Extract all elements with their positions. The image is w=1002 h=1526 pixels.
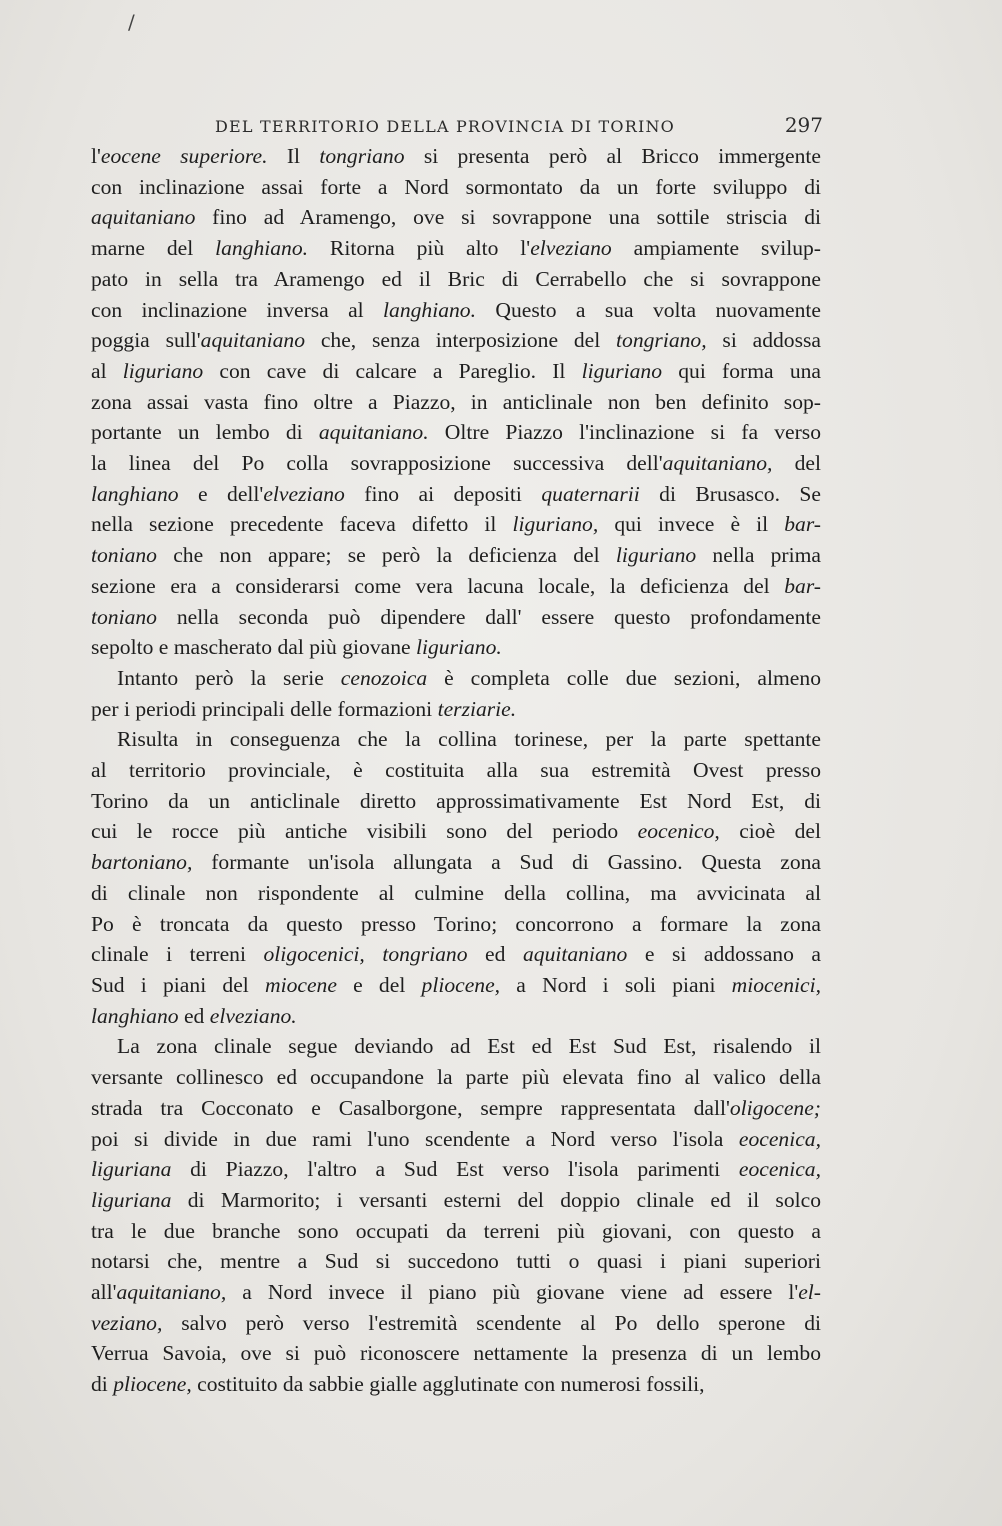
page-number: 297 [784, 113, 823, 137]
text-run: cui le rocce più antiche visibili sono del periodo [91, 819, 638, 844]
italic-term: aquitaniano, [116, 1280, 227, 1305]
italic-term: eocene superiore. [100, 144, 268, 168]
text-run: Oltre Piazzo l'inclinazione si fa verso [428, 420, 821, 445]
text-line [91, 172, 821, 203]
text-run: con inclinazione inversa al [91, 297, 384, 322]
text-run: nella sezione precedente faceva difetto il [91, 512, 513, 537]
italic-term: toniano [91, 543, 157, 568]
text-run: versante collinesco ed occupandone la parte più elevata fino al valico della [91, 1065, 821, 1090]
text-run: portante un lembo di [91, 420, 319, 445]
paragraph [91, 724, 821, 1031]
text-run: Il [267, 144, 320, 168]
italic-term: toniano [91, 604, 157, 629]
italic-term: liguriana [91, 1187, 172, 1212]
text-line [91, 1093, 821, 1124]
italic-term: pliocene, [421, 972, 501, 997]
text-line [91, 1369, 821, 1400]
text-run: Intanto però la serie [117, 665, 341, 690]
text-run: di [91, 1372, 114, 1397]
text-line [91, 479, 821, 510]
text-run: strada tra Cocconato e Casalborgone, sempre rappresentata dall' [91, 1095, 730, 1120]
italic-term: pliocene, [113, 1372, 192, 1397]
italic-term: el- [798, 1280, 821, 1305]
text-run: a Nord invece il piano più giovane viene ad essere l' [226, 1280, 799, 1305]
italic-term: elveziano [263, 481, 345, 506]
running-header [91, 113, 823, 137]
text-run: Risulta in conseguenza che la collina torinese, per la parte spettante [117, 727, 821, 752]
paragraph [91, 141, 821, 663]
pencil-mark: / [128, 10, 135, 34]
text-run: clinale i terreni [91, 942, 264, 967]
italic-term: bar- [784, 573, 821, 598]
italic-term: oligocene; [729, 1095, 821, 1120]
text-line [91, 1277, 821, 1308]
text-line [91, 417, 821, 448]
body-text [91, 141, 821, 1400]
italic-term: langhiano [91, 481, 179, 506]
text-run: qui invece è il [598, 512, 785, 537]
text-run: poggia sull' [91, 328, 201, 353]
italic-term: langhiano. [215, 236, 309, 261]
italic-term: aquitaniano, [662, 451, 773, 476]
text-run: di Brusasco. Se [639, 481, 821, 506]
text-run: si presenta però al Bricco immergente [404, 144, 822, 168]
italic-term: eocenico, [637, 819, 720, 844]
text-run: l' [91, 144, 101, 168]
text-run: notarsi che, mentre a Sud si succedono tutti o quasi i piani superiori [91, 1249, 821, 1274]
text-line [91, 1001, 821, 1032]
text-line [91, 1062, 821, 1093]
text-line [91, 356, 821, 387]
text-run: Questo a sua volta nuovamente [476, 297, 822, 322]
italic-term: bar- [784, 512, 821, 537]
text-line [91, 694, 821, 725]
text-line [91, 264, 821, 295]
italic-term: veziano, [91, 1310, 163, 1335]
text-line [91, 847, 821, 878]
text-line [91, 663, 821, 694]
text-run: costituito da sabbie gialle agglutinate con numerosi fossili, [191, 1372, 705, 1397]
italic-term: liguriano [122, 358, 204, 383]
text-line [91, 233, 821, 264]
italic-term: cenozoica [340, 665, 428, 690]
text-run: Po è troncata da questo presso Torino; concorrono a formare la zona [91, 911, 821, 936]
paragraph [91, 1031, 821, 1399]
text-line [91, 909, 821, 940]
italic-term: bartoniano, [91, 850, 193, 875]
text-run: e si addossano a [627, 942, 821, 967]
text-line [91, 540, 821, 571]
text-line [91, 1216, 821, 1247]
italic-term: oligocenici, tongriano [263, 942, 468, 967]
italic-term: eocenica, [738, 1126, 821, 1151]
text-run: a Nord i soli piani [500, 972, 732, 997]
italic-term: aquitaniano [200, 328, 306, 353]
italic-term: langhiano [91, 1003, 179, 1028]
text-line [91, 571, 821, 602]
text-run: di clinale non rispondente al culmine della collina, ma avvicinata al [91, 880, 821, 905]
text-run: zona assai vasta fino oltre a Piazzo, in anticlinale non ben definito sop- [91, 389, 821, 414]
text-run: del [772, 451, 821, 476]
text-line [91, 1338, 821, 1369]
text-run: e dell' [178, 481, 264, 506]
text-run: nella seconda può dipendere dall' essere questo profondamente [156, 604, 821, 629]
text-line [91, 878, 821, 909]
italic-term: liguriana [91, 1157, 172, 1182]
text-run: ed [467, 942, 523, 967]
text-run: Sud i piani del [91, 972, 265, 997]
text-run: di Piazzo, l'altro a Sud Est verso l'isola parimenti [171, 1157, 739, 1182]
italic-term: terziarie. [437, 696, 517, 721]
paragraph [91, 663, 821, 724]
text-run: con inclinazione assai forte a Nord sormontato da un forte sviluppo di [91, 174, 821, 199]
text-run: nella prima [696, 543, 821, 568]
italic-term: liguriano [581, 358, 663, 383]
text-run: Verrua Savoia, ove si può riconoscere nettamente la presenza di un lembo [91, 1341, 821, 1366]
running-title: DEL TERRITORIO DELLA PROVINCIA DI TORINO [215, 117, 675, 136]
text-run: che, senza interposizione del [305, 328, 617, 353]
text-run: e del [336, 972, 422, 997]
text-line [91, 816, 821, 847]
text-run: cioè del [719, 819, 821, 844]
text-run: qui forma una [662, 358, 821, 383]
text-run: pato in sella tra Aramengo ed il Bric di Cerrabello che si sovrappone [91, 266, 821, 291]
italic-term: aquitaniano [91, 205, 196, 230]
text-line [91, 325, 821, 356]
text-line [91, 1031, 821, 1062]
text-line [91, 1154, 821, 1185]
italic-term: tongriano [319, 144, 405, 168]
text-line [91, 939, 821, 970]
text-run: che non appare; se però la deficienza del [156, 543, 616, 568]
italic-term: liguriano [615, 543, 697, 568]
italic-term: eocenica, [738, 1157, 821, 1182]
italic-term: quaternarii [541, 481, 640, 506]
italic-term: elveziano. [209, 1003, 297, 1028]
italic-term: aquitaniano [522, 942, 628, 967]
text-line [91, 141, 821, 172]
italic-term: miocenici, [731, 972, 821, 997]
italic-term: langhiano. [383, 297, 477, 322]
text-run: sepolto e mascherato dal più giovane [91, 635, 417, 660]
italic-term: tongriano, [616, 328, 707, 353]
text-line [91, 1185, 821, 1216]
text-line [91, 509, 821, 540]
italic-term: aquitaniano. [318, 420, 429, 445]
text-run: è completa colle due sezioni, almeno [427, 665, 821, 690]
text-run: La zona clinale segue deviando ad Est ed Est Sud Est, risalendo il [117, 1034, 821, 1059]
text-run: fino ai depositi [344, 481, 542, 506]
text-run: tra le due branche sono occupati da terreni più giovani, con questo a [91, 1218, 821, 1243]
text-run: Ritorna più alto l' [308, 236, 531, 261]
text-run: poi si divide in due rami l'uno scendente a Nord verso l'isola [91, 1126, 739, 1151]
text-line [91, 970, 821, 1001]
text-run: al territorio provinciale, è costituita alla sua estremità Ovest presso [91, 758, 821, 783]
italic-term: miocene [264, 972, 337, 997]
text-run: si addossa [706, 328, 821, 353]
text-line [91, 1308, 821, 1339]
text-run: la linea del Po colla sovrapposizione successiva dell' [91, 451, 663, 476]
text-run: marne del [91, 236, 216, 261]
text-line [91, 755, 821, 786]
text-line [91, 387, 821, 418]
text-line [91, 786, 821, 817]
text-run: formante un'isola allungata a Sud di Gassino. Questa zona [192, 850, 821, 875]
text-line [91, 202, 821, 233]
text-line [91, 724, 821, 755]
text-run: con cave di calcare a Pareglio. Il [203, 358, 582, 383]
text-line [91, 448, 821, 479]
italic-term: elveziano [530, 236, 612, 261]
italic-term: liguriano, [512, 512, 599, 537]
text-run: Torino da un anticlinale diretto approssimativamente Est Nord Est, di [91, 788, 821, 813]
text-run: ampiamente svilup- [611, 236, 821, 261]
text-run: di Marmorito; i versanti esterni del doppio clinale ed il solco [171, 1187, 821, 1212]
text-line [91, 1124, 821, 1155]
text-line [91, 602, 821, 633]
text-run: per i periodi principali delle formazioni [91, 696, 438, 721]
text-line [91, 1246, 821, 1277]
italic-term: liguriano. [416, 635, 502, 660]
text-run: all' [91, 1280, 117, 1305]
text-line [91, 295, 821, 326]
text-run: fino ad Aramengo, ove si sovrappone una sottile striscia di [195, 205, 821, 230]
text-run: al [91, 358, 123, 383]
text-run: ed [178, 1003, 210, 1028]
text-line [91, 632, 821, 663]
text-run: salvo però verso l'estremità scendente al Po dello sperone di [162, 1310, 821, 1335]
text-run: sezione era a considerarsi come vera lacuna locale, la deficienza del [91, 573, 785, 598]
